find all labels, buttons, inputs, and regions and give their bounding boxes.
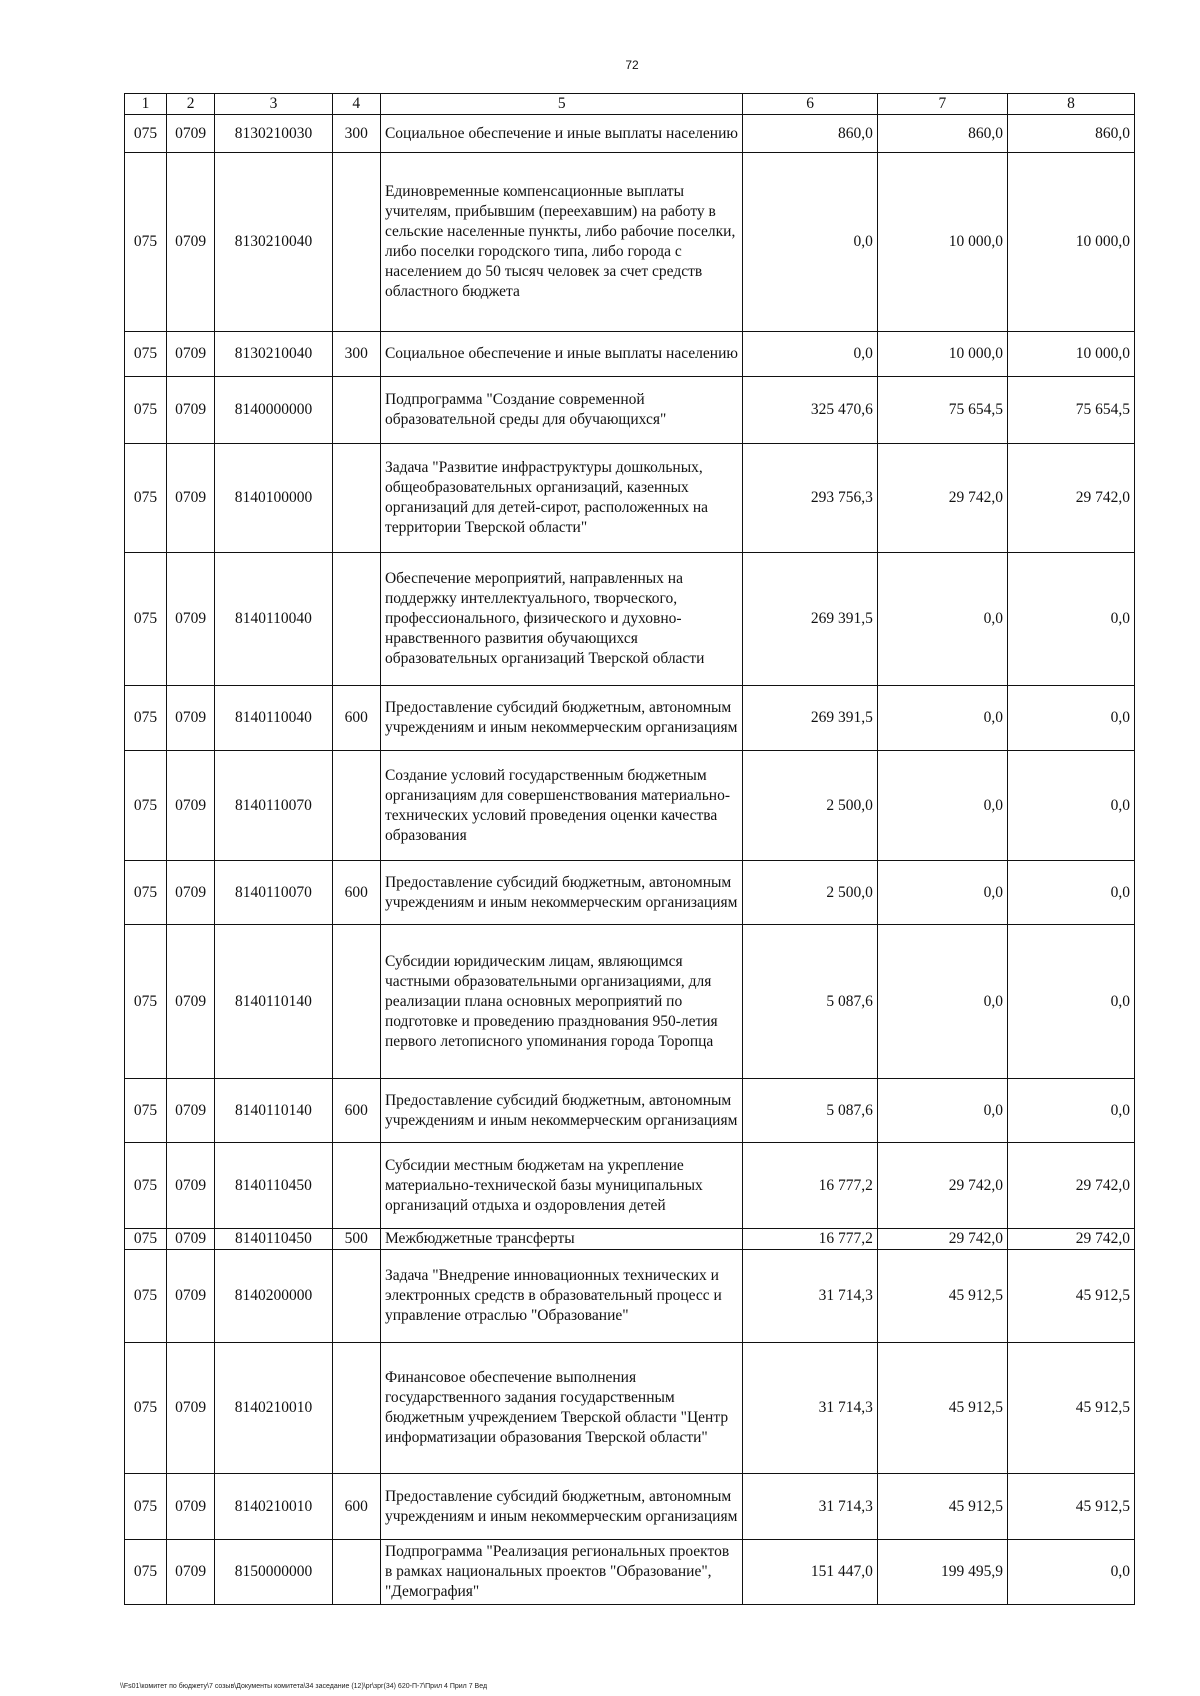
target-article-cell: 8140110140 (215, 925, 332, 1079)
amount-col8-cell: 0,0 (1008, 751, 1135, 861)
amount-col7-cell: 860,0 (877, 115, 1007, 153)
table-row (125, 1540, 1135, 1605)
col-header-8: 8 (1008, 94, 1135, 115)
description-cell: Задача "Внедрение инновационных технических и электронных средств в образовательный процесс и управление отраслью "Образование" (380, 1250, 742, 1343)
amount-col7-cell: 0,0 (877, 925, 1007, 1079)
target-article-cell: 8130210030 (215, 115, 332, 153)
description-cell: Подпрограмма "Создание современной образовательной среды для обучающихся" (380, 377, 742, 444)
amount-col6-cell: 31 714,3 (743, 1474, 877, 1540)
expense-type-cell: 600 (332, 861, 380, 925)
table-row (125, 925, 1135, 1079)
amount-col7-cell: 29 742,0 (877, 1229, 1007, 1250)
amount-col6-cell: 151 447,0 (743, 1540, 877, 1605)
expense-type-cell (332, 1343, 380, 1474)
description-cell: Задача "Развитие инфраструктуры дошкольных, общеобразовательных организаций, казенных организаций для детей-сирот, расположенных на территории Тверской области" (380, 444, 742, 553)
amount-col8-cell: 75 654,5 (1008, 377, 1135, 444)
admin-code-cell: 075 (125, 1343, 167, 1474)
admin-code-cell: 075 (125, 444, 167, 553)
amount-col6-cell: 2 500,0 (743, 751, 877, 861)
target-article-cell: 8140210010 (215, 1343, 332, 1474)
description-cell: Создание условий государственным бюджетным организациям для совершенствования материально-технических условий проведения оценки качества образования (380, 751, 742, 861)
admin-code-cell: 075 (125, 332, 167, 377)
section-code-cell: 0709 (166, 1229, 214, 1250)
admin-code-cell: 075 (125, 1079, 167, 1143)
table-row (125, 1229, 1135, 1250)
section-code-cell: 0709 (166, 1343, 214, 1474)
amount-col7-cell: 0,0 (877, 751, 1007, 861)
amount-col6-cell: 860,0 (743, 115, 877, 153)
section-code-cell: 0709 (166, 1474, 214, 1540)
admin-code-cell: 075 (125, 1474, 167, 1540)
description-cell: Единовременные компенсационные выплаты учителям, прибывшим (переехавшим) на работу в сельские населенные пункты, либо рабочие поселки, либо поселки городского типа, либо города с населением до 50 тысяч человек за счет средств областного бюджета (380, 153, 742, 332)
description-cell: Субсидии юридическим лицам, являющимся частными образовательными организациями, для реализации плана основных мероприятий по подготовке и проведению празднования 950-летия первого летописного упоминания города Торопца (380, 925, 742, 1079)
amount-col7-cell: 45 912,5 (877, 1250, 1007, 1343)
table-row (125, 1474, 1135, 1540)
section-code-cell: 0709 (166, 1250, 214, 1343)
section-code-cell: 0709 (166, 444, 214, 553)
amount-col6-cell: 269 391,5 (743, 686, 877, 751)
amount-col8-cell: 0,0 (1008, 1540, 1135, 1605)
expense-type-cell (332, 751, 380, 861)
amount-col8-cell: 0,0 (1008, 861, 1135, 925)
section-code-cell: 0709 (166, 1143, 214, 1229)
amount-col6-cell: 31 714,3 (743, 1250, 877, 1343)
target-article-cell: 8140110450 (215, 1143, 332, 1229)
budget-table (124, 93, 1135, 1605)
amount-col8-cell: 29 742,0 (1008, 444, 1135, 553)
expense-type-cell (332, 377, 380, 444)
amount-col7-cell: 199 495,9 (877, 1540, 1007, 1605)
description-cell: Предоставление субсидий бюджетным, автономным учреждениям и иным некоммерческим организациям (380, 1079, 742, 1143)
expense-type-cell: 500 (332, 1229, 380, 1250)
admin-code-cell: 075 (125, 861, 167, 925)
section-code-cell: 0709 (166, 751, 214, 861)
amount-col7-cell: 29 742,0 (877, 444, 1007, 553)
expense-type-cell: 300 (332, 332, 380, 377)
amount-col8-cell: 29 742,0 (1008, 1143, 1135, 1229)
expense-type-cell: 300 (332, 115, 380, 153)
col-header-5: 5 (380, 94, 742, 115)
section-code-cell: 0709 (166, 1079, 214, 1143)
table-row (125, 332, 1135, 377)
target-article-cell: 8140110070 (215, 751, 332, 861)
table-row (125, 686, 1135, 751)
amount-col7-cell: 0,0 (877, 861, 1007, 925)
table-row (125, 553, 1135, 686)
admin-code-cell: 075 (125, 751, 167, 861)
expense-type-cell (332, 153, 380, 332)
table-row (125, 1250, 1135, 1343)
description-cell: Субсидии местным бюджетам на укрепление материально-технической базы муниципальных организаций отдыха и оздоровления детей (380, 1143, 742, 1229)
admin-code-cell: 075 (125, 925, 167, 1079)
admin-code-cell: 075 (125, 1250, 167, 1343)
section-code-cell: 0709 (166, 861, 214, 925)
admin-code-cell: 075 (125, 377, 167, 444)
amount-col8-cell: 10 000,0 (1008, 332, 1135, 377)
table-row (125, 1343, 1135, 1474)
amount-col6-cell: 16 777,2 (743, 1143, 877, 1229)
admin-code-cell: 075 (125, 1540, 167, 1605)
amount-col6-cell: 293 756,3 (743, 444, 877, 553)
amount-col8-cell: 0,0 (1008, 925, 1135, 1079)
amount-col8-cell: 0,0 (1008, 686, 1135, 751)
amount-col7-cell: 10 000,0 (877, 332, 1007, 377)
expense-type-cell (332, 553, 380, 686)
amount-col7-cell: 45 912,5 (877, 1474, 1007, 1540)
description-cell: Предоставление субсидий бюджетным, автономным учреждениям и иным некоммерческим организациям (380, 686, 742, 751)
table-row (125, 153, 1135, 332)
expense-type-cell (332, 444, 380, 553)
amount-col8-cell: 45 912,5 (1008, 1343, 1135, 1474)
amount-col6-cell: 31 714,3 (743, 1343, 877, 1474)
amount-col7-cell: 10 000,0 (877, 153, 1007, 332)
expense-type-cell: 600 (332, 686, 380, 751)
description-cell: Подпрограмма "Реализация региональных проектов в рамках национальных проектов "Образование", "Демография" (380, 1540, 742, 1605)
page-number: 72 (625, 58, 639, 72)
amount-col6-cell: 0,0 (743, 153, 877, 332)
description-cell: Обеспечение мероприятий, направленных на поддержку интеллектуального, творческого, профессионального, физического и духовно-нравственного развития обучающихся образовательных организаций Тверской области (380, 553, 742, 686)
amount-col6-cell: 325 470,6 (743, 377, 877, 444)
description-cell: Предоставление субсидий бюджетным, автономным учреждениям и иным некоммерческим организациям (380, 861, 742, 925)
target-article-cell: 8140110140 (215, 1079, 332, 1143)
amount-col6-cell: 269 391,5 (743, 553, 877, 686)
column-number-row (125, 94, 1135, 115)
col-header-6: 6 (743, 94, 877, 115)
section-code-cell: 0709 (166, 553, 214, 686)
target-article-cell: 8140110040 (215, 553, 332, 686)
col-header-2: 2 (166, 94, 214, 115)
amount-col8-cell: 29 742,0 (1008, 1229, 1135, 1250)
amount-col7-cell: 45 912,5 (877, 1343, 1007, 1474)
section-code-cell: 0709 (166, 686, 214, 751)
section-code-cell: 0709 (166, 377, 214, 444)
table-row (125, 377, 1135, 444)
description-cell: Предоставление субсидий бюджетным, автономным учреждениям и иным некоммерческим организациям (380, 1474, 742, 1540)
expense-type-cell (332, 925, 380, 1079)
col-header-4: 4 (332, 94, 380, 115)
amount-col6-cell: 0,0 (743, 332, 877, 377)
table-row (125, 751, 1135, 861)
expense-type-cell: 600 (332, 1474, 380, 1540)
col-header-7: 7 (877, 94, 1007, 115)
amount-col7-cell: 75 654,5 (877, 377, 1007, 444)
amount-col8-cell: 0,0 (1008, 553, 1135, 686)
target-article-cell: 8130210040 (215, 332, 332, 377)
admin-code-cell: 075 (125, 1143, 167, 1229)
section-code-cell: 0709 (166, 115, 214, 153)
amount-col8-cell: 45 912,5 (1008, 1474, 1135, 1540)
admin-code-cell: 075 (125, 686, 167, 751)
target-article-cell: 8150000000 (215, 1540, 332, 1605)
section-code-cell: 0709 (166, 332, 214, 377)
admin-code-cell: 075 (125, 1229, 167, 1250)
amount-col7-cell: 0,0 (877, 1079, 1007, 1143)
amount-col6-cell: 2 500,0 (743, 861, 877, 925)
table-row (125, 861, 1135, 925)
amount-col7-cell: 0,0 (877, 686, 1007, 751)
table-row (125, 1143, 1135, 1229)
description-cell: Социальное обеспечение и иные выплаты населению (380, 115, 742, 153)
amount-col7-cell: 29 742,0 (877, 1143, 1007, 1229)
admin-code-cell: 075 (125, 115, 167, 153)
section-code-cell: 0709 (166, 153, 214, 332)
target-article-cell: 8140110070 (215, 861, 332, 925)
target-article-cell: 8140110450 (215, 1229, 332, 1250)
amount-col7-cell: 0,0 (877, 553, 1007, 686)
table-row (125, 115, 1135, 153)
target-article-cell: 8140210010 (215, 1474, 332, 1540)
description-cell: Финансовое обеспечение выполнения государственного задания государственным бюджетным учреждением Тверской области "Центр информатизации образования Тверской области" (380, 1343, 742, 1474)
amount-col8-cell: 0,0 (1008, 1079, 1135, 1143)
amount-col6-cell: 16 777,2 (743, 1229, 877, 1250)
description-cell: Межбюджетные трансферты (380, 1229, 742, 1250)
amount-col8-cell: 10 000,0 (1008, 153, 1135, 332)
description-cell: Социальное обеспечение и иные выплаты населению (380, 332, 742, 377)
target-article-cell: 8130210040 (215, 153, 332, 332)
file-path-footer: \\Fs01\комитет по бюджету\7 созыв\Документы комитета\34 заседание (12)\pr\зрг(34) 620-П-7\Прил 4 Прил 7 Вед (120, 1683, 488, 1690)
expense-type-cell (332, 1143, 380, 1229)
section-code-cell: 0709 (166, 925, 214, 1079)
table-row (125, 444, 1135, 553)
section-code-cell: 0709 (166, 1540, 214, 1605)
admin-code-cell: 075 (125, 553, 167, 686)
expense-type-cell (332, 1540, 380, 1605)
table-row (125, 1079, 1135, 1143)
target-article-cell: 8140100000 (215, 444, 332, 553)
expense-type-cell: 600 (332, 1079, 380, 1143)
admin-code-cell: 075 (125, 153, 167, 332)
target-article-cell: 8140000000 (215, 377, 332, 444)
col-header-3: 3 (215, 94, 332, 115)
target-article-cell: 8140110040 (215, 686, 332, 751)
amount-col6-cell: 5 087,6 (743, 925, 877, 1079)
amount-col6-cell: 5 087,6 (743, 1079, 877, 1143)
expense-type-cell (332, 1250, 380, 1343)
amount-col8-cell: 45 912,5 (1008, 1250, 1135, 1343)
col-header-1: 1 (125, 94, 167, 115)
target-article-cell: 8140200000 (215, 1250, 332, 1343)
amount-col8-cell: 860,0 (1008, 115, 1135, 153)
